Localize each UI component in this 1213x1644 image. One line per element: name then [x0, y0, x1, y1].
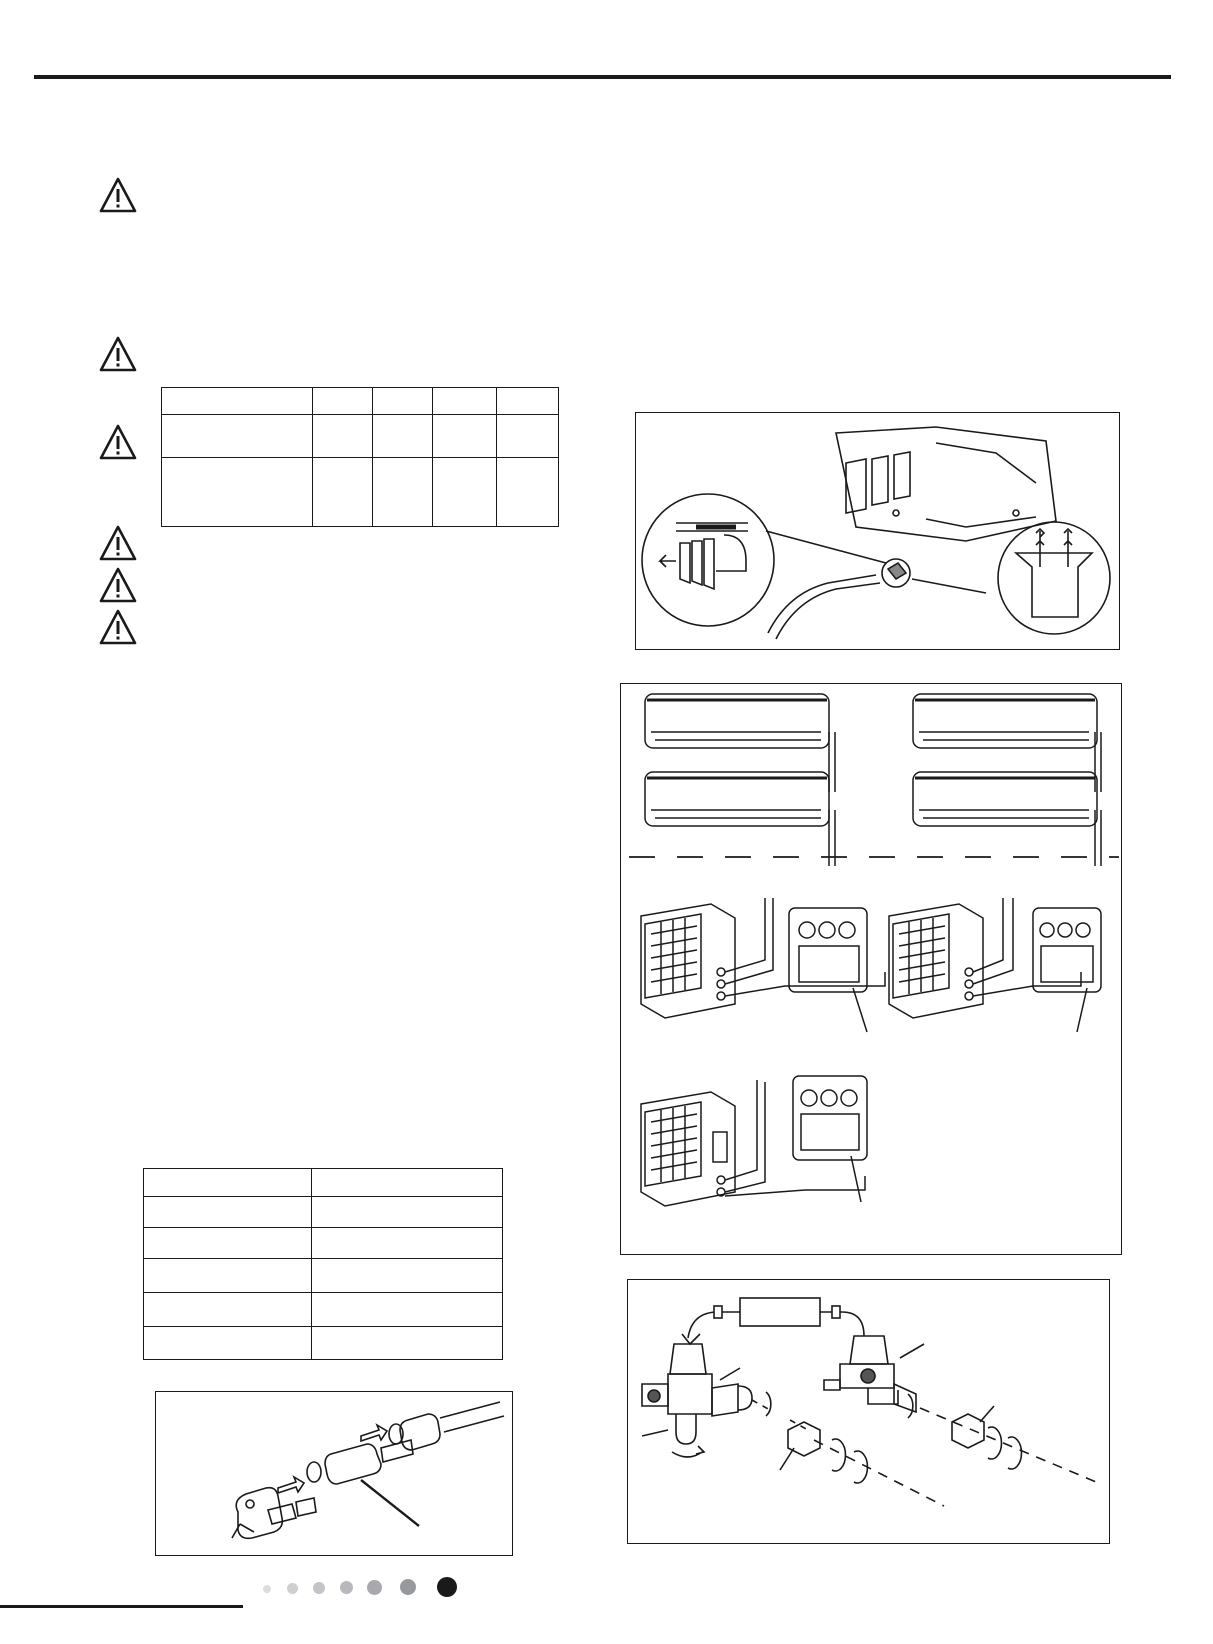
- page-dot: [287, 1583, 298, 1594]
- indoor-unit-4: [913, 772, 1101, 866]
- vacuum-pump-box: [740, 1298, 820, 1326]
- page-dot: [400, 1579, 416, 1595]
- spec-table: [161, 387, 559, 527]
- drain-connection-figure: [635, 412, 1120, 650]
- warning-triangle-icon: [99, 424, 137, 460]
- footer-rule: [0, 1605, 243, 1608]
- warning-triangle-icon: [99, 567, 137, 603]
- page-dot: [313, 1582, 325, 1594]
- page-dot: [263, 1585, 271, 1593]
- indoor-unit-2: [645, 772, 835, 866]
- header-rule: [34, 75, 1171, 79]
- pipe-table: [143, 1168, 503, 1360]
- page-dot: [367, 1580, 382, 1595]
- warning-triangle-icon: [99, 336, 137, 372]
- units-drawing: [621, 684, 1121, 1254]
- valve-vacuum-figure: [627, 1279, 1110, 1544]
- flare-nut-connection-figure: [155, 1391, 513, 1556]
- outdoor-unit-2: [889, 898, 1101, 1032]
- flare-nut-drawing: [156, 1392, 512, 1555]
- drain-connection-drawing: [636, 413, 1119, 649]
- outdoor-unit-3: [641, 1076, 867, 1206]
- warning-triangle-icon: [99, 177, 137, 213]
- multi-indoor-units-figure: [620, 683, 1122, 1255]
- outdoor-unit-1: [641, 898, 885, 1032]
- warning-triangle-icon: [99, 609, 137, 645]
- warning-triangle-icon: [99, 525, 137, 561]
- valve-vacuum-drawing: [628, 1280, 1109, 1543]
- page-dot-active: [437, 1577, 457, 1597]
- page-dot: [340, 1581, 353, 1594]
